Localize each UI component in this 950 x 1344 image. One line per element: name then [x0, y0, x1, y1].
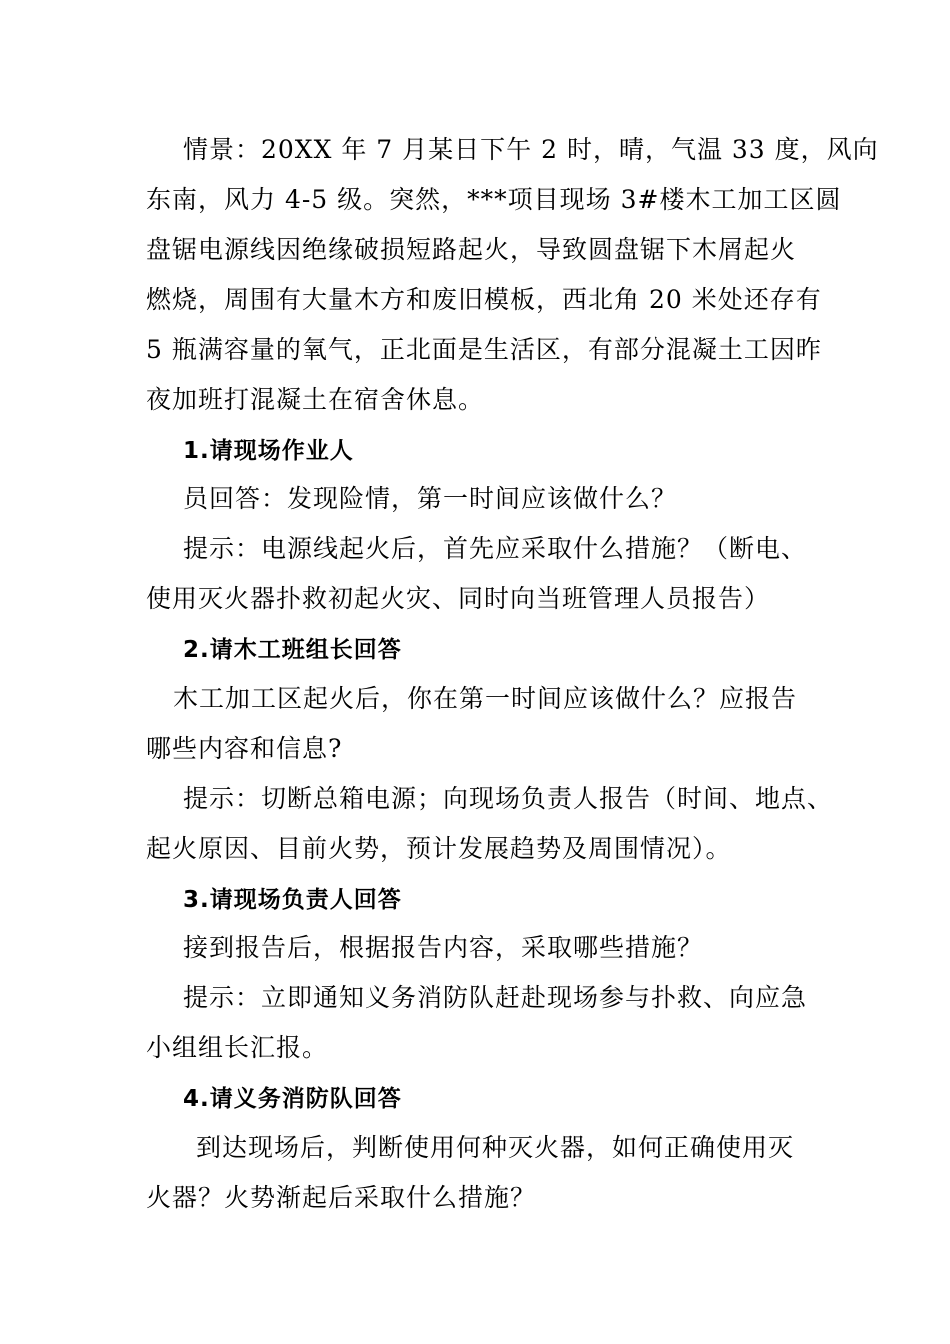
question-3-text: 接到报告后，根据报告内容，采取哪些措施？: [183, 933, 704, 962]
scenario-line-5: 5 瓶满容量的氧气，正北面是生活区，有部分混凝土工因昨: [146, 335, 822, 364]
question-1-heading: 1.请现场作业人: [183, 438, 354, 464]
scenario-line-6: 夜加班打混凝土在宿舍休息。: [146, 385, 485, 414]
scenario-line-2: 东南，风力 4-5 级。突然，***项目现场 3#楼木工加工区圆: [146, 185, 842, 214]
question-2-hint-line-1: 提示：切断总箱电源；向现场负责人报告（时间、地点、: [183, 784, 834, 813]
question-3-heading: 3.请现场负责人回答: [183, 887, 402, 913]
question-3-hint-line-1: 提示：立即通知义务消防队赶赴现场参与扑救、向应急: [183, 983, 808, 1012]
question-2-heading: 2.请木工班组长回答: [183, 637, 402, 663]
question-3-hint-line-2: 小组组长汇报。: [146, 1033, 329, 1062]
question-1-hint-line-2: 使用灭火器扑救初起火灾、同时向当班管理人员报告）: [146, 584, 771, 613]
scenario-line-1: 情景：20XX 年 7 月某日下午 2 时，晴，气温 33 度，风向: [183, 135, 879, 164]
question-2-text-line-1: 木工加工区起火后，你在第一时间应该做什么？应报告: [173, 684, 798, 713]
question-4-text-line-2: 火器？火势渐起后采取什么措施？: [146, 1183, 537, 1212]
question-4-text-line-1: 到达现场后，判断使用何种灭火器，如何正确使用灭: [196, 1133, 795, 1162]
question-1-hint-line-1: 提示：电源线起火后，首先应采取什么措施？（断电、: [183, 534, 808, 563]
scenario-line-3: 盘锯电源线因绝缘破损短路起火，导致圆盘锯下木屑起火: [146, 235, 797, 264]
question-1-text: 员回答：发现险情，第一时间应该做什么？: [183, 484, 678, 513]
scenario-line-4: 燃烧，周围有大量木方和废旧模板，西北角 20 米处还存有: [146, 285, 822, 314]
question-2-hint-line-2: 起火原因、目前火势，预计发展趋势及周围情况）。: [146, 834, 732, 863]
question-4-heading: 4.请义务消防队回答: [183, 1086, 402, 1112]
question-2-text-line-2: 哪些内容和信息?: [146, 734, 343, 763]
